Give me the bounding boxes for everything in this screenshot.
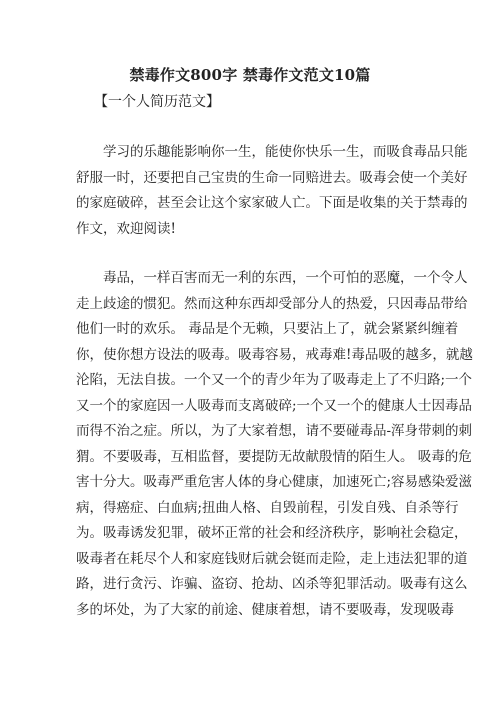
paragraph-line: 沦陷，无法自拔。一个又一个的青少年为了吸毒走上了不归路;一个 bbox=[76, 372, 473, 388]
paragraph-line: 猬。不要吸毒，互相监督，要提防无故献殷情的陌生人。 吸毒的危 bbox=[76, 448, 472, 465]
paragraph-line: 舒服一时，还要把自己宝贵的生命一同赔进去。吸毒会使一个美好 bbox=[76, 169, 468, 186]
paragraph-line: 病，得癌症、白血病;扭曲人格、自毁前程，引发自残、自杀等行 bbox=[76, 499, 459, 516]
paragraph-1 bbox=[76, 140, 468, 242]
paragraph-line: 吸毒者在耗尽个人和家庭钱财后就会铤而走险，走上违法犯罪的道 bbox=[76, 550, 468, 567]
section-heading: 【一个人简历范文】 bbox=[94, 94, 220, 110]
paragraph-line: 你，使你想方设法的吸毒。吸毒容易，戒毒难!毒品吸的越多，就越 bbox=[76, 346, 473, 363]
paragraph-line: 走上歧途的惯犯。然而这种东西却受部分人的热爱，只因毒品带给 bbox=[76, 295, 468, 312]
paragraph-line: 路，进行贪污、诈骗、盗窃、抢劫、凶杀等犯罪活动。吸毒有这么 bbox=[76, 576, 468, 592]
paragraph-line: 毒品，一样百害而无一利的东西，一个可怕的恶魔，一个令人 bbox=[103, 270, 468, 286]
paragraph-2 bbox=[76, 266, 473, 623]
paragraph-line: 为。吸毒诱发犯罪，破坏正常的社会和经济秩序，影响社会稳定， bbox=[76, 525, 468, 541]
paragraph-line: 而得不治之症。所以，为了大家着想，请不要碰毒品-浑身带刺的刺 bbox=[76, 423, 473, 439]
paragraph-line: 害十分大。吸毒严重危害人体的身心健康，加速死亡;容易感染爱滋 bbox=[76, 474, 473, 490]
paragraph-line: 他们一时的欢乐。 毒品是个无赖，只要沾上了，就会紧紧纠缠着 bbox=[76, 321, 459, 337]
paragraph-line: 的家庭破碎，甚至会让这个家家破人亡。下面是收集的关于禁毒的 bbox=[76, 195, 468, 211]
document-title: 禁毒作文800字 禁毒作文范文10篇 bbox=[129, 66, 371, 84]
paragraph-line: 学习的乐趣能影响你一生，能使你快乐一生，而吸食毒品只能 bbox=[103, 144, 468, 160]
paragraph-line: 又一个的家庭因一人吸毒而支离破碎;一个又一个的健康人士因毒品 bbox=[76, 397, 473, 414]
paragraph-line: 多的坏处，为了大家的前途、健康着想，请不要吸毒，发现吸毒 bbox=[76, 601, 454, 618]
paragraph-line: 作文，欢迎阅读! bbox=[76, 220, 176, 237]
